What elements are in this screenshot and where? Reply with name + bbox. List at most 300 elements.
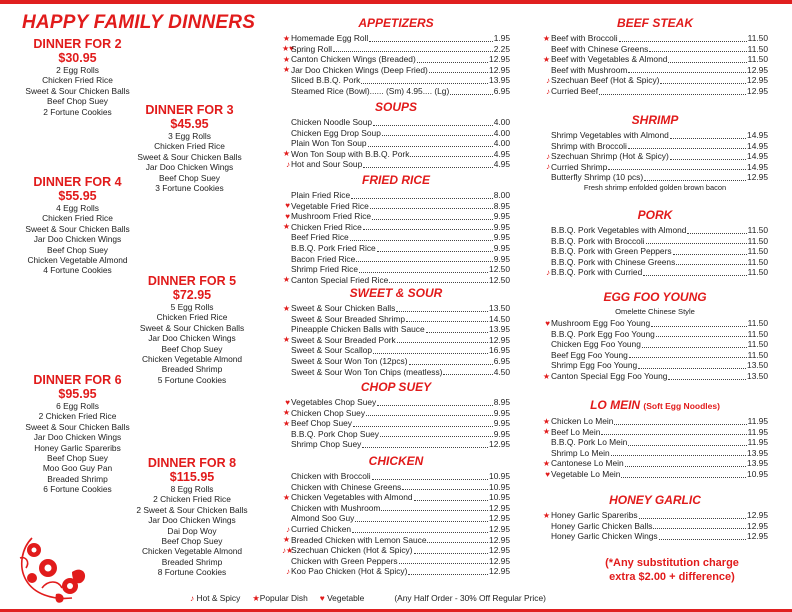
menu-item-marker-icon: ♪ [286, 159, 290, 169]
dinner-price: $55.95 [58, 189, 97, 203]
dinner-item: 5 Egg Rolls [170, 302, 214, 312]
menu-item-name: Shrimp Fried Rice [291, 264, 359, 275]
menu-item-price: 9.95 [493, 242, 510, 253]
dinner-item: Beef Chop Suey [47, 244, 108, 255]
leader-dots [373, 353, 488, 354]
leader-dots [372, 479, 488, 480]
legend-veg [320, 593, 365, 603]
menu-item-marker-icon: ♥ [285, 397, 290, 407]
menu-item-price: 4.95 [493, 159, 510, 170]
menu-item-price: 12.95 [489, 545, 510, 556]
section-heading-text: CHOP SUEY [360, 380, 432, 394]
menu-item-price: 12.95 [747, 172, 768, 183]
leader-dots [608, 169, 746, 170]
menu-item-name: B.B.Q. Pork Vegetables with Almond [551, 225, 687, 235]
menu-item [542, 360, 768, 371]
dinner-item: Honey Garlic Spareribs [34, 442, 121, 453]
chop-suey-section [282, 379, 510, 450]
star-icon: ★ [252, 593, 260, 603]
menu-item [282, 86, 510, 97]
menu-item-price: 9.95 [493, 428, 510, 439]
menu-item-marker-icon: ★ [542, 33, 550, 43]
dinner-item: Breaded Shrimp [161, 364, 223, 375]
menu-item [282, 254, 510, 265]
fried-rice-section [282, 172, 510, 285]
menu-item-marker-icon: ★ [542, 54, 550, 64]
menu-item-price: 12.95 [489, 334, 510, 345]
dinner-price: $115.95 [169, 470, 215, 484]
dinner-item: Breaded Shrimp [47, 473, 108, 484]
menu-item [282, 418, 510, 429]
dinner-item: 2 Chicken Fried Rice [153, 494, 231, 505]
menu-item [282, 335, 510, 346]
leader-dots [380, 436, 493, 437]
leader-dots [628, 72, 746, 73]
menu-item-name: Beef with Mushroom [551, 64, 628, 75]
menu-item-price: 12.95 [489, 523, 510, 534]
dinner-item: 2 Chicken Fried Rice [38, 411, 117, 422]
dinner-item: Chicken Fried Rice [42, 75, 113, 86]
menu-item [282, 367, 510, 378]
menu-item-price: 14.95 [747, 130, 768, 140]
menu-item [282, 397, 510, 408]
menu-item-name: B.B.Q. Pork Chop Suey [291, 428, 379, 439]
menu-item-name: Curried Beef [551, 85, 599, 96]
leader-dots [646, 243, 747, 244]
leader-dots [370, 208, 493, 209]
dinner-item: Chicken Vegetable Almond [27, 255, 128, 266]
menu-item [542, 318, 768, 329]
menu-item [282, 566, 510, 577]
menu-item-name: Sweet & Sour Won Ton Chips (meatless) [291, 366, 443, 377]
leader-dots [373, 125, 493, 126]
menu-item-price: 1.95 [493, 33, 510, 43]
menu-item-name: Jar Doo Chicken Wings (Deep Fried) [291, 64, 428, 75]
menu-item-name: Koo Pao Chicken (Hot & Spicy) [291, 566, 408, 577]
dinner-for-5 [117, 274, 267, 385]
section-heading-text: HONEY GARLIC [609, 493, 701, 507]
menu-item [542, 33, 768, 44]
shrimp-section [542, 112, 768, 194]
dinner-item: Jar Doo Chicken Wings [148, 515, 236, 526]
menu-item [542, 427, 768, 438]
legend-hot-label: Hot & Spicy [196, 593, 241, 603]
menu-item-price: 12.95 [489, 513, 510, 524]
menu-item-price: 13.50 [747, 360, 768, 371]
menu-item-price: 13.95 [747, 447, 768, 458]
dinner-item: Sweet & Sour Chicken Balls [25, 223, 130, 234]
substitution-line-2: extra $2.00 + difference) [609, 571, 735, 583]
leader-dots [621, 477, 746, 478]
leader-dots [673, 254, 747, 255]
menu-item [282, 243, 510, 254]
dinner-item: 2 Sweet & Sour Chicken Balls [136, 504, 248, 515]
menu-item [542, 267, 768, 278]
dinner-heading: DINNER FOR 4 [33, 175, 122, 189]
menu-item [542, 510, 768, 521]
dinner-item: Sweet & Sour Chicken Balls [25, 421, 130, 432]
dinner-item: 3 Fortune Cookies [155, 183, 224, 194]
section-heading-text: LO MEIN [590, 398, 641, 412]
menu-item-price: 11.50 [747, 267, 768, 278]
menu-item [282, 44, 510, 55]
menu-item [282, 345, 510, 356]
leader-dots [601, 434, 746, 435]
menu-item-price: 9.95 [493, 221, 510, 232]
menu-item-price: 10.95 [489, 492, 510, 503]
dinner-for-8 [112, 456, 272, 578]
leader-dots [599, 94, 746, 95]
menu-item-name: Butterfly Shrimp (10 pcs) [551, 172, 644, 183]
half-order-note: (Any Half Order - 30% Off Regular Price) [394, 593, 546, 603]
section-heading [282, 453, 510, 469]
menu-item-name: Vegetables Chop Suey [291, 397, 377, 407]
menu-item-price: 2.25 [493, 43, 510, 54]
dinner-heading: DINNER FOR 3 [145, 103, 234, 117]
leader-dots [366, 415, 493, 416]
menu-item-marker-icon: ♥ [285, 211, 290, 221]
menu-item-price: 12.95 [747, 510, 768, 520]
top-border [0, 0, 792, 4]
leader-dots [369, 41, 492, 42]
menu-item-price: 11.95 [747, 416, 768, 426]
leader-dots [352, 532, 488, 533]
menu-item [542, 257, 768, 268]
menu-item-price: 12.95 [489, 566, 510, 577]
menu-item [542, 458, 768, 469]
menu-item-name: Shrimp with Broccoli [551, 140, 627, 151]
dinner-item: Jar Doo Chicken Wings [148, 333, 236, 344]
menu-item [282, 503, 510, 514]
menu-item-price: 11.50 [747, 43, 768, 54]
menu-item [542, 54, 768, 65]
menu-item-name: Sweet & Sour Scallop [291, 345, 373, 356]
dinner-item: 8 Egg Rolls [170, 484, 214, 494]
menu-item-price: 12.95 [747, 75, 768, 86]
leader-dots [427, 542, 488, 543]
dinner-item: 5 Fortune Cookies [157, 374, 227, 385]
menu-item-price: 14.95 [747, 140, 768, 151]
menu-item [542, 521, 768, 532]
section-heading-text: APPETIZERS [358, 16, 434, 30]
menu-item-name: Chicken Noodle Soup [291, 117, 373, 127]
menu-item [542, 86, 768, 97]
menu-item [542, 339, 768, 350]
menu-item [542, 236, 768, 247]
menu-item-name: B.B.Q. Pork Lo Mein [551, 437, 628, 448]
menu-item [282, 190, 510, 201]
menu-item [282, 75, 510, 86]
menu-item [282, 303, 510, 314]
menu-item-name: Curried Chicken [291, 523, 352, 534]
menu-item [542, 246, 768, 257]
menu-item-name: B.B.Q. Pork with Chinese Greens [551, 256, 676, 267]
menu-item-price: 11.50 [747, 339, 768, 350]
menu-item [282, 128, 510, 139]
menu-item [542, 172, 768, 183]
leader-dots [619, 41, 747, 42]
menu-item-price: 4.50 [493, 366, 510, 377]
leader-dots [359, 272, 488, 273]
menu-item-marker-icon: ★ [282, 149, 290, 159]
menu-item-marker-icon: ★ [542, 458, 550, 468]
menu-item-name: Shrimp Egg Foo Young [551, 360, 638, 371]
menu-item [282, 54, 510, 65]
egg-foo-young-section [542, 289, 768, 382]
leader-dots [356, 261, 492, 262]
dinner-item: Chicken Fried Rice [156, 312, 228, 323]
menu-item-price: 8.95 [493, 397, 510, 407]
menu-item [282, 545, 510, 556]
menu-item-price: 13.50 [489, 303, 510, 313]
leader-dots [644, 180, 746, 181]
section-heading [542, 207, 768, 223]
menu-item-name: Bacon Fried Rice [291, 253, 356, 264]
menu-item-price: 4.95 [493, 148, 510, 159]
dinner-heading: DINNER FOR 2 [33, 37, 122, 51]
menu-item-name: Canton Special Egg Foo Young [551, 370, 668, 381]
menu-item-marker-icon: ♥ [545, 318, 550, 328]
menu-item-name: Canton Chicken Wings (Breaded) [291, 54, 416, 65]
dinner-item: 2 Egg Rolls [56, 65, 99, 75]
menu-item-name: Chicken with Chinese Greens [291, 481, 402, 492]
menu-item-name: Chicken Egg Drop Soup [291, 127, 381, 138]
menu-item-name: Mushroom Fried Rice [291, 211, 372, 222]
leader-dots [656, 336, 747, 337]
section-heading-text: SWEET & SOUR [349, 286, 443, 300]
leader-dots [399, 563, 488, 564]
leader-dots [355, 521, 488, 522]
dinner-item: 6 Egg Rolls [56, 401, 99, 411]
menu-item-price: 13.95 [747, 458, 768, 469]
menu-item-name: Cantonese Lo Mein [551, 458, 624, 469]
menu-item-name: Breaded Chicken with Lemon Sauce [291, 534, 427, 545]
menu-item-price: 11.50 [747, 54, 768, 65]
dinner-item: 8 Fortune Cookies [157, 567, 227, 578]
leader-dots [389, 282, 488, 283]
section-heading-text: PORK [637, 208, 673, 222]
section-heading [282, 172, 510, 188]
menu-item-price: 9.95 [493, 232, 510, 243]
menu-item-name: Shrimp Vegetables with Almond [551, 130, 669, 140]
dinner-item: Chicken Vegetable Almond [141, 546, 243, 557]
leader-dots [408, 574, 488, 575]
menu-item [542, 141, 768, 152]
section-heading [282, 99, 510, 115]
leader-dots [368, 146, 493, 147]
menu-item-price: 11.50 [747, 328, 768, 339]
leader-dots [611, 455, 746, 456]
dinner-price: $45.95 [170, 117, 209, 131]
section-heading-text: SOUPS [374, 100, 417, 114]
leader-dots [414, 500, 489, 501]
leader-dots [377, 405, 492, 406]
leader-dots [628, 148, 746, 149]
menu-item-price: 14.50 [489, 313, 510, 324]
leader-dots [659, 539, 746, 540]
menu-item-price: 6.95 [493, 85, 510, 96]
menu-item [282, 117, 510, 128]
menu-item [282, 492, 510, 503]
menu-item-name: Chicken Egg Foo Young [551, 339, 641, 350]
section-heading [282, 379, 510, 395]
menu-item-marker-icon: ♪ [546, 75, 550, 85]
dinner-price: $72.95 [172, 288, 212, 302]
menu-item [542, 329, 768, 340]
menu-item-price: 13.95 [489, 75, 510, 86]
leader-dots [628, 445, 746, 446]
menu-item-marker-icon: ★ [542, 510, 550, 520]
menu-item-name: Sweet & Sour Chicken Balls [291, 303, 396, 313]
leader-dots [353, 426, 493, 427]
menu-item-marker-icon: ★ [282, 222, 290, 232]
menu-item [282, 275, 510, 286]
leader-dots [381, 510, 488, 511]
menu-item-marker-icon: ★ [282, 418, 290, 428]
leader-dots [361, 83, 488, 84]
menu-item-name: Spring Roll [291, 43, 332, 54]
leader-dots [629, 357, 747, 358]
leader-dots [638, 368, 746, 369]
dinner-item: Jar Doo Chicken Wings [145, 162, 234, 173]
menu-item [282, 211, 510, 222]
menu-item-name: Chicken with Broccoli [291, 471, 371, 481]
menu-item [282, 556, 510, 567]
menu-item-marker-icon: ★ [282, 65, 290, 75]
menu-item-price: 13.50 [747, 370, 768, 381]
menu-item-name: Beef Lo Mein [551, 426, 601, 437]
dinner-item: Sweet & Sour Chicken Balls [25, 85, 130, 96]
menu-item-price: 11.50 [747, 33, 768, 43]
leader-dots [450, 94, 492, 95]
menu-item-name: Almond Soo Guy [291, 513, 355, 524]
menu-item [542, 416, 768, 427]
chili-icon: ♪ [190, 593, 195, 603]
menu-item-marker-icon: ★ [282, 275, 290, 285]
section-heading [282, 15, 510, 31]
menu-item-name: Mushroom Egg Foo Young [551, 318, 651, 328]
menu-item-marker-icon: ♪★ [282, 545, 294, 555]
leader-dots [660, 83, 746, 84]
soups-section [282, 99, 510, 170]
menu-item-name: Beef Egg Foo Young [551, 349, 628, 360]
menu-item-name: Sweet & Sour Won Ton (12pcs) [291, 355, 408, 366]
menu-item [282, 149, 510, 160]
dinner-item: 4 Fortune Cookies [43, 265, 112, 276]
menu-item-name: Vegetable Fried Rice [291, 200, 369, 211]
menu-item-name: B.B.Q. Pork Egg Foo Young [551, 328, 655, 339]
leader-dots [429, 72, 488, 73]
menu-item-marker-icon: ★ [282, 535, 290, 545]
menu-item [282, 408, 510, 419]
leader-dots [651, 326, 746, 327]
dinner-item: Beef Chop Suey [161, 343, 223, 354]
menu-item-price: 10.95 [489, 471, 510, 481]
chicken-section [282, 453, 510, 577]
substitution-note [572, 556, 772, 584]
menu-item-marker-icon: ★ [542, 427, 550, 437]
leader-dots [372, 219, 493, 220]
menu-item-price: 8.95 [493, 200, 510, 211]
menu-item [282, 138, 510, 149]
honey-garlic-section [542, 492, 768, 542]
section-heading [542, 492, 768, 508]
menu-item-name: Shrimp Lo Mein [551, 447, 610, 458]
dinner-for-4 [10, 175, 145, 276]
legend-hot [190, 593, 240, 603]
dinner-item: Beef Chop Suey [47, 96, 108, 107]
menu-item-name: Honey Garlic Chicken Balls [551, 520, 653, 531]
leader-dots [406, 321, 488, 322]
menu-item [282, 314, 510, 325]
menu-item-price: 10.95 [747, 468, 768, 479]
menu-item [542, 448, 768, 459]
leader-dots [402, 489, 488, 490]
menu-item-name: Sliced B.B.Q. Pork [291, 75, 361, 86]
menu-item-price: 9.95 [493, 253, 510, 264]
page-title: HAPPY FAMILY DINNERS [22, 12, 256, 33]
dinner-heading: DINNER FOR 5 [147, 274, 237, 288]
menu-item-price: 16.95 [489, 345, 510, 356]
leader-dots [625, 466, 746, 467]
menu-item-name: Beef Chop Suey [291, 418, 352, 429]
leader-dots [639, 518, 746, 519]
menu-item-price: 12.95 [489, 439, 510, 450]
lo-mein-section [542, 397, 768, 480]
dinner-item: Sweet & Sour Chicken Balls [139, 322, 245, 333]
menu-item-price: 12.95 [747, 64, 768, 75]
menu-item-price: 12.95 [747, 531, 768, 542]
menu-item-price: 11.50 [747, 246, 768, 257]
section-heading [542, 112, 768, 128]
dinner-item: Moo Goo Guy Pan [42, 463, 113, 474]
menu-item-name: B.B.Q. Pork Fried Rice [291, 242, 376, 253]
menu-item [542, 162, 768, 173]
menu-item [542, 531, 768, 542]
menu-item-price: 13.95 [489, 324, 510, 335]
menu-item-name: Beef Fried Rice [291, 232, 349, 243]
menu-item [282, 524, 510, 535]
leader-dots [410, 156, 492, 157]
section-heading-text: SHRIMP [631, 113, 679, 127]
substitution-line-1: (*Any substitution charge [605, 557, 739, 569]
legend-veg-label: Vegetable [327, 593, 365, 603]
section-heading-text: CHICKEN [368, 454, 424, 468]
menu-item-price: 12.95 [489, 502, 510, 513]
section-heading-note: (Soft Egg Noodles) [643, 401, 720, 411]
menu-item-marker-icon: ★ [282, 335, 290, 345]
menu-item-price: 9.95 [493, 418, 510, 429]
menu-item-name: Chicken Vegetables with Almond [291, 492, 413, 503]
menu-item [282, 232, 510, 243]
menu-item-price: 11.95 [747, 437, 768, 448]
menu-item-marker-icon: ♪ [286, 566, 290, 576]
section-heading [542, 397, 768, 414]
menu-item-price: 12.95 [489, 555, 510, 566]
menu-item-name: Plain Won Ton Soup [291, 138, 367, 149]
menu-item [542, 371, 768, 382]
menu-item-name: Homemade Egg Roll [291, 33, 369, 43]
dinner-item: Chicken Vegetable Almond [141, 354, 243, 365]
menu-item-price: 12.95 [489, 64, 510, 75]
beef-steak-section [542, 15, 768, 97]
menu-item-name: B.B.Q. Pork with Broccoli [551, 235, 645, 246]
menu-item-marker-icon: ♪ [546, 162, 550, 172]
menu-item [282, 33, 510, 44]
menu-item-marker-icon: ♪ [546, 267, 550, 277]
menu-item-name: Beef with Chinese Greens [551, 43, 649, 54]
dinner-price: $30.95 [58, 51, 97, 65]
